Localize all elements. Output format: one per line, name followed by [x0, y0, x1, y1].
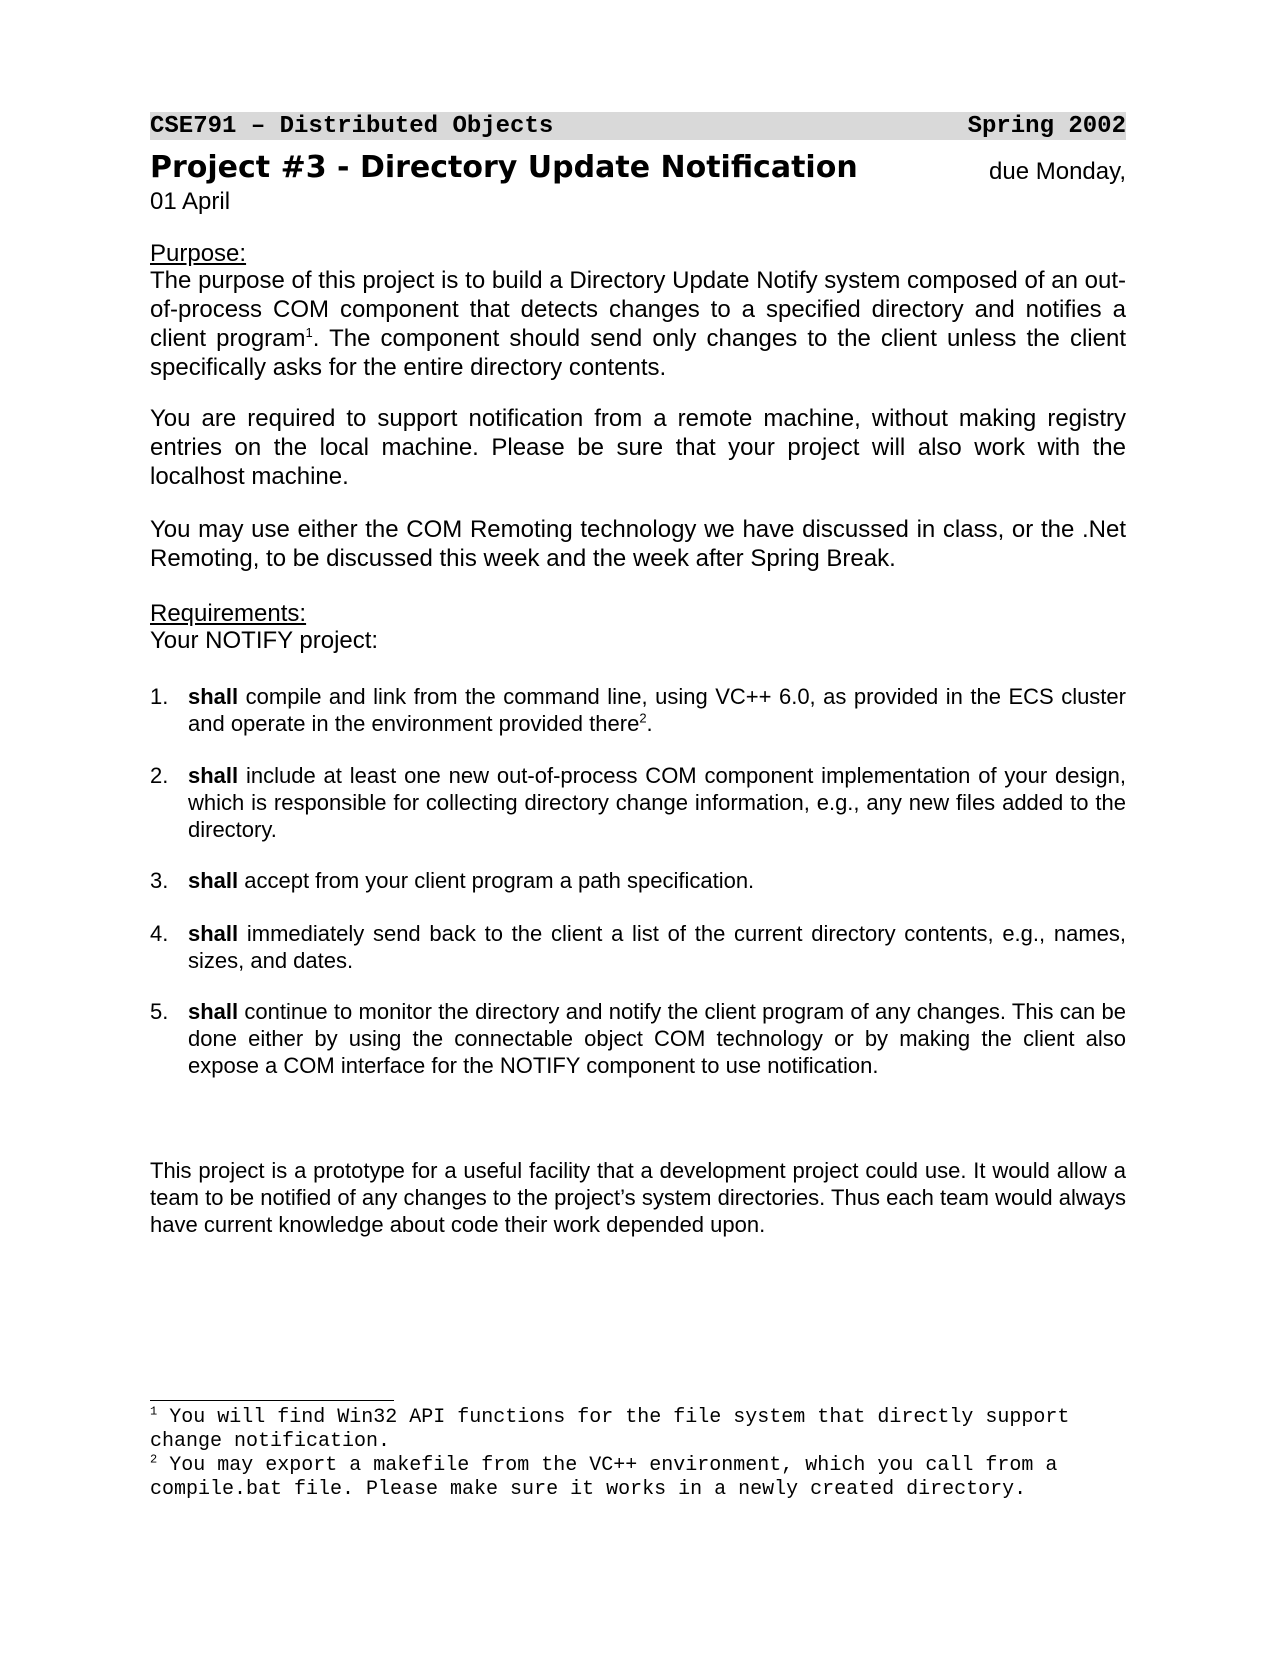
requirement-text: shall include at least one new out-of-process COM component implementation of your design, which is responsible for collecting directory change information, e.g., any new files added to the directory. [188, 763, 1126, 842]
purpose-paragraph-1: The purpose of this project is to build a Directory Update Notify system composed of an out-of-process COM component that detects changes to a specified directory and notifies a client program$^1$. The component should send only changes to the client unless the client specifically asks for the entire directory contents. [150, 267, 1126, 381]
footnote-separator [150, 1400, 394, 1401]
footnote-ref-1: 1 [305, 325, 313, 340]
title-line [150, 150, 1126, 190]
requirement-number: 5. [150, 999, 169, 1024]
requirement-number: 3. [150, 868, 169, 893]
requirement-text: shall continue to monitor the directory and notify the client program of any changes. This can be done either by using the connectable object COM technology or by making the client also expose a COM interface for the NOTIFY component to use notification. [188, 999, 1126, 1078]
purpose-heading: Purpose: [150, 240, 247, 267]
closing-paragraph: This project is a prototype for a useful facility that a development project could use. It would allow a team to be notified of any changes to the project’s system directories. Thus each team would always have current knowledge about code their work depended upon. [150, 1158, 1126, 1237]
footnote-1: $^1$ You will find Win32 API functions for the file system that directly support change notification. [150, 1404, 1070, 1453]
requirements-intro: Your NOTIFY project: [150, 627, 379, 654]
requirement-number: 4. [150, 921, 169, 946]
footnote-mark: 1 [150, 1404, 158, 1419]
due-date-continued: 01 April [150, 188, 231, 215]
footnote-ref-2: 2 [639, 710, 647, 726]
course-term: Spring 2002 [967, 112, 1126, 140]
requirement-number: 2. [150, 763, 169, 788]
requirements-heading: Requirements: [150, 600, 307, 627]
purpose-paragraph-3: You may use either the COM Remoting technology we have discussed in class, or the .Net Remoting, to be discussed this week and the week after Spring Break. [150, 516, 1126, 572]
footnote-mark: 2 [150, 1452, 158, 1467]
footnote-2: $^2$ You may export a makefile from the VC++ environment, which you call from a compile.bat file. Please make sure it works in a newly created directory. [150, 1452, 1058, 1501]
requirement-text: shall accept from your client program a path specification. [188, 868, 755, 893]
due-date: due Monday, [989, 158, 1126, 185]
project-title: Project #3 - Directory Update Notification [150, 150, 858, 185]
purpose-paragraph-2: You are required to support notification from a remote machine, without making registry entries on the local machine. Please be sure that your project will also work with the localhost machine. [150, 405, 1126, 490]
requirement-text: shall compile and link from the command line, using VC++ 6.0, as provided in the ECS cluster and operate in the environment provided there$^2$. [188, 684, 1126, 736]
course-name: CSE791 – Distributed Objects [150, 112, 554, 140]
requirement-number: 1. [150, 684, 169, 709]
course-header-bar [150, 112, 1126, 140]
requirement-text: shall immediately send back to the client a list of the current directory contents, e.g., names, sizes, and dates. [188, 921, 1126, 973]
